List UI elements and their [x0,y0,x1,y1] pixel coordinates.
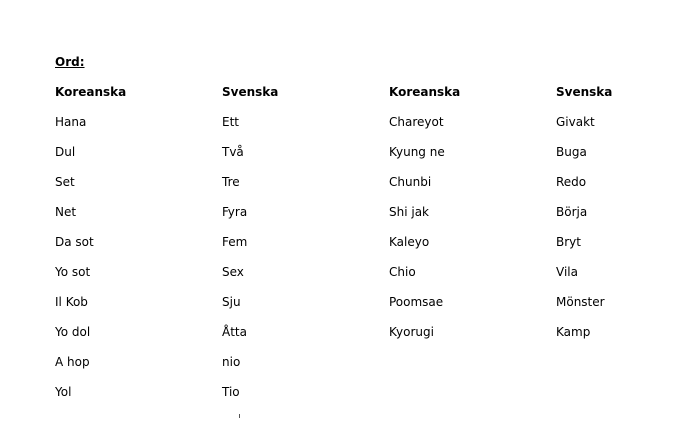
korean-word: Da sot [55,235,94,249]
swedish-word: Vila [556,265,578,279]
korean-word: Dul [55,145,76,159]
left-swedish-column [222,84,278,414]
swedish-word: Kamp [556,325,591,339]
korean-word: Kyung ne [389,145,445,159]
korean-word: Yo sot [55,265,91,279]
swedish-word: Två [222,145,244,159]
korean-word: Chunbi [389,175,432,189]
swedish-word: Ett [222,115,239,129]
korean-word: Yol [55,385,72,399]
korean-word: Yo dol [55,325,91,339]
left-korean-column [55,84,126,414]
korean-word: Kyorugi [389,325,434,339]
korean-word: Set [55,175,75,189]
swedish-word: Mönster [556,295,605,309]
swedish-word: Redo [556,175,587,189]
korean-word: Chareyot [389,115,444,129]
swedish-word: Tio [222,385,240,399]
korean-word: Poomsae [389,295,444,309]
swedish-word: Sju [222,295,241,309]
right-swedish-column [556,84,612,354]
korean-word: Il Kob [55,295,88,309]
column-header-korean: Koreanska [389,85,461,99]
swedish-word: Åtta [222,325,247,339]
column-header-swedish: Svenska [556,85,613,99]
stray-mark [239,414,240,418]
swedish-word: Buga [556,145,587,159]
korean-word: Hana [55,115,87,129]
swedish-word: Givakt [556,115,595,129]
korean-word: Shi jak [389,205,430,219]
page-heading: Ord: [55,55,85,69]
column-header-swedish: Svenska [222,85,279,99]
column-header-korean: Koreanska [55,85,127,99]
swedish-word: Bryt [556,235,581,249]
swedish-word: nio [222,355,241,369]
korean-word: Net [55,205,77,219]
swedish-word: Tre [222,175,240,189]
swedish-word: Sex [222,265,244,279]
swedish-word: Fyra [222,205,248,219]
korean-word: Kaleyo [389,235,430,249]
right-korean-column [389,84,460,354]
korean-word: A hop [55,355,90,369]
swedish-word: Börja [556,205,588,219]
swedish-word: Fem [222,235,248,249]
korean-word: Chio [389,265,416,279]
